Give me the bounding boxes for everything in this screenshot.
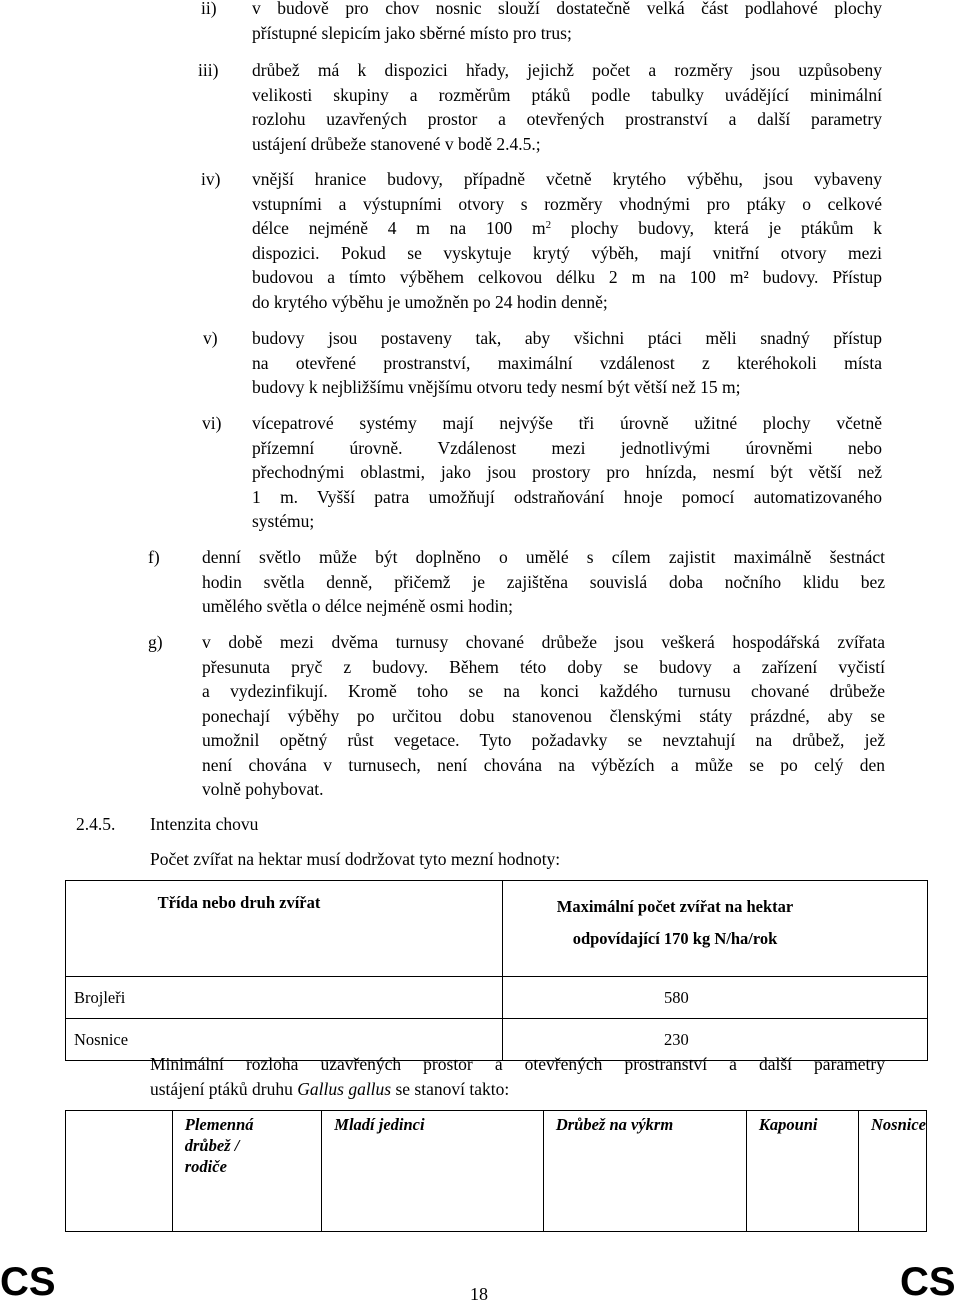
- text-line: délce nejméně 4 m na 100 $m^2$ plochy budovy, která je ptákům k: [252, 218, 882, 238]
- table-cell: 230: [503, 1019, 928, 1061]
- text-line: ponechají výběhy po určitou dobu stanovenou členskými státy prázdné, aby se: [202, 705, 885, 726]
- text-line: velikosti skupiny a rozměrům ptáků podle tabulky uvádějící minimální: [252, 84, 882, 105]
- gallus-parameters-table: [65, 1110, 927, 1232]
- text-line: budovy k nejbližšímu vnějšímu otvoru tedy nesmí být větší než 15 m;: [252, 377, 741, 397]
- text-line: hodin světla denně, přičemž je zajištěna souvislá doba nočního klidu bez: [202, 571, 885, 592]
- text-line: v budově pro chov nosnic slouží dostatečně velká část podlahové plochy: [252, 0, 882, 18]
- text-line: vnější hranice budovy, případně včetně krytého výběhu, jsou vybaveny: [252, 169, 882, 189]
- text-line: vstupními a výstupními otvory s rozměry vhodnými pro ptáky o celkové: [252, 193, 882, 214]
- list-item-g: [148, 630, 888, 802]
- text-line: přístupné slepicím jako sběrné místo pro trus;: [252, 22, 572, 43]
- section-number: 2.4.5.: [76, 814, 116, 834]
- text-line: ustájení drůbeže stanovené v bodě 2.4.5.;: [252, 133, 541, 154]
- table-header-row: [66, 1111, 927, 1232]
- text-line: budovy jsou postaveny tak, aby všichni ptáci měli snadný přístup: [252, 328, 882, 348]
- list-marker: g): [148, 632, 163, 652]
- footer-language-right: CS: [900, 1260, 956, 1304]
- table-header-cell: Nosnice: [859, 1111, 927, 1232]
- list-item-f: [148, 545, 888, 619]
- text-line: umožnil opětný růst vegetace. Tyto požadavky se nevztahují na drůbež, jež: [202, 730, 885, 750]
- table-header-cell: Kapouni: [746, 1111, 858, 1232]
- text-line: přechodnými oblastmi, jako jsou prostory pro hnízda, nesmí být větší než: [252, 462, 882, 482]
- footer-language-left: CS: [0, 1260, 56, 1304]
- text-line: přesunuta pryč z budovy. Během této doby se budovy a zařízení vyčistí: [202, 656, 885, 677]
- list-item-iv: [198, 167, 888, 314]
- table-cell: Brojleři: [66, 977, 503, 1019]
- list-item-ii: [198, 0, 888, 45]
- text-line: volně pohybovat.: [202, 779, 324, 799]
- list-item-vi: [198, 411, 888, 534]
- table-header-cell: Plemenná drůbež / rodiče: [172, 1111, 322, 1232]
- table-cell: 580: [503, 977, 928, 1019]
- intro-paragraph-2: [150, 1052, 885, 1101]
- table-header-cell: Maximální počet zvířat na hektar odpovídající 170 kg N/ha/rok: [503, 881, 928, 977]
- text-line: denní světlo může být doplněno o umělé s cílem zajistit maximálně šestnáct: [202, 547, 885, 567]
- intro-paragraph-1: Počet zvířat na hektar musí dodržovat tyto mezní hodnoty:: [150, 849, 561, 869]
- section-heading: [76, 812, 259, 837]
- list-marker: f): [148, 547, 160, 567]
- text-line: rozlohu uzavřených prostor a otevřených prostranství a další parametry: [252, 109, 882, 129]
- list-marker: iv): [201, 169, 221, 189]
- table-header-cell: [66, 1111, 173, 1232]
- list-marker: iii): [198, 60, 219, 80]
- text-line: ustájení ptáků druhu Gallus gallus se stanoví takto:: [150, 1078, 510, 1099]
- text-line: vícepatrové systémy mají nejvýše tři úrovně užitné plochy včetně: [252, 413, 882, 433]
- text-line: v době mezi dvěma turnusy chované drůbeže jsou veškerá hospodářská zvířata: [202, 632, 885, 652]
- text-line: do krytého výběhu je umožněn po 24 hodin denně;: [252, 291, 608, 312]
- text-line: přízemní úrovně. Vzdálenost mezi jednotlivými úrovněmi nebo: [252, 437, 882, 458]
- text-line: budovou a tímto výběhem celkovou délku 2 m na 100 m² budovy. Přístup: [252, 267, 882, 287]
- text-line: 1 m. Vyšší patra umožňují odstraňování hnoje pomocí automatizovaného: [252, 486, 882, 507]
- table-header-cell: Třída nebo druh zvířat: [66, 881, 503, 977]
- table-header-cell: Mladí jedinci: [322, 1111, 544, 1232]
- text-line: není chována v turnusech, není chována na výbězích a může se po celý den: [202, 754, 885, 775]
- list-marker: ii): [201, 0, 217, 18]
- text-line: a vydezinfikují. Kromě toho se na konci každého turnusu chované drůbeže: [202, 681, 885, 701]
- text-line: dispozici. Pokud se vyskytuje krytý výběh, mají vnitřní otvory mezi: [252, 242, 882, 263]
- text-line: Minimální rozloha uzavřených prostor a otevřených prostranství a další parametry: [150, 1054, 885, 1074]
- page-number: 18: [470, 1284, 488, 1304]
- list-marker: v): [203, 328, 218, 348]
- list-marker: vi): [202, 413, 222, 433]
- stocking-density-table: [65, 880, 928, 1061]
- table-header-cell: Drůbež na výkrm: [543, 1111, 746, 1232]
- text-line: systému;: [252, 511, 315, 531]
- text-line: na otevřené prostranství, maximální vzdálenost z kteréhokoli místa: [252, 352, 882, 373]
- text-line: umělého světla o délce nejméně osmi hodin;: [202, 596, 514, 616]
- table-header-row: [66, 881, 928, 977]
- list-item-v: [198, 326, 888, 400]
- table-row: [66, 977, 928, 1019]
- table-cell: Nosnice: [66, 1019, 503, 1061]
- text-line: drůbež má k dispozici hřady, jejichž počet a rozměry jsou uzpůsobeny: [252, 60, 882, 80]
- list-item-iii: [198, 58, 888, 156]
- section-title: Intenzita chovu: [150, 814, 259, 834]
